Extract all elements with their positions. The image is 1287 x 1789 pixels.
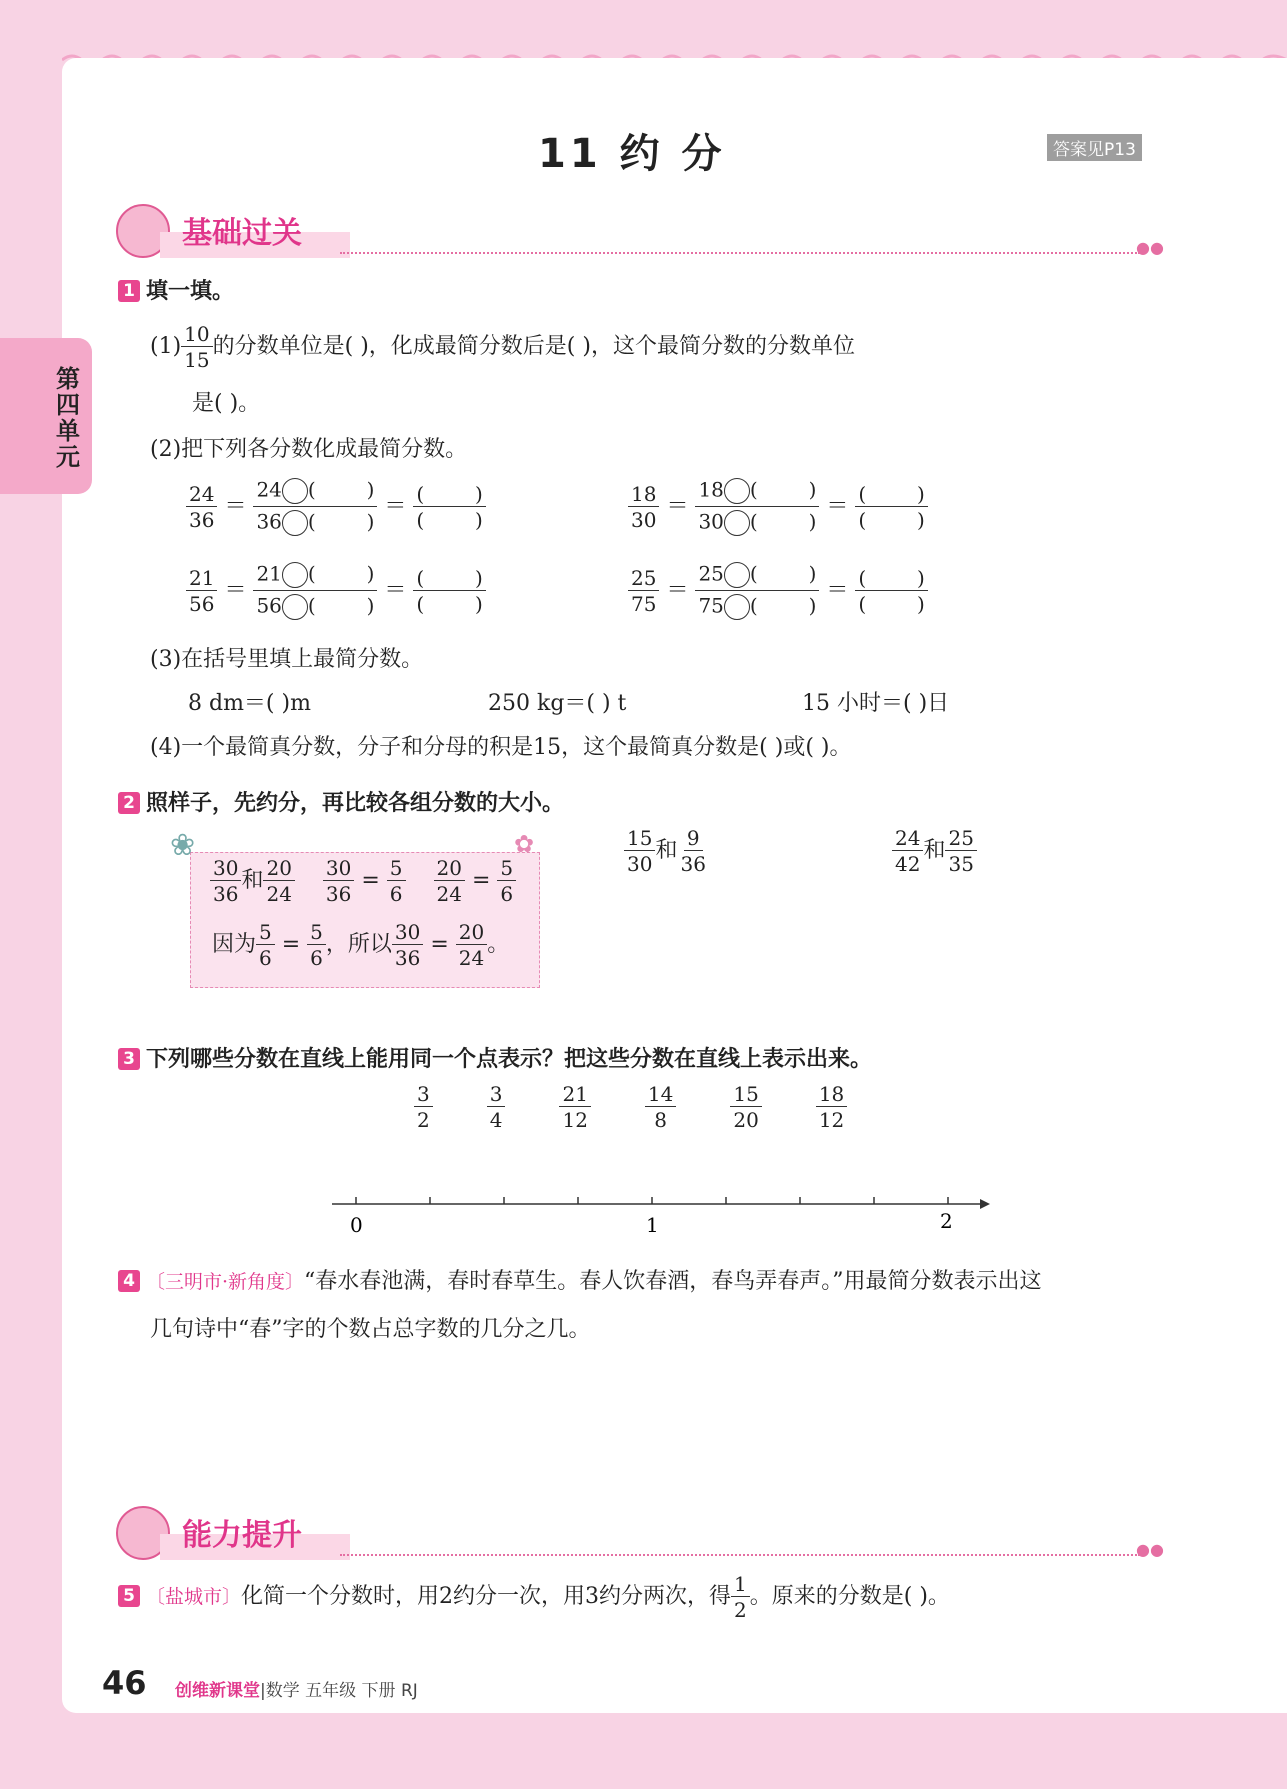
fraction [210, 858, 241, 904]
denominator: 6 [500, 882, 514, 906]
numerator: 24 [256, 477, 282, 502]
flower-icon: ❀ [170, 828, 196, 863]
book-info: |数学 五年级 下册 RJ [260, 1681, 418, 1701]
denominator: 6 [259, 946, 272, 970]
q1-part3: (3)在括号里填上最简分数。 [150, 647, 424, 672]
question-text: 照样子，先约分，再比较各组分数的大小。 [146, 791, 565, 816]
numerator: 21 [559, 1084, 590, 1107]
unit-tab-label: 第四单元 [56, 365, 80, 471]
section-title-advanced: 能力提升 [182, 1518, 302, 1553]
compare-pair [892, 828, 977, 874]
fraction-blank: $\frac{24 ( )}{36 ( )}$ [253, 478, 377, 536]
numerator: 18 [628, 484, 659, 507]
section-title-basic: 基础过关 [182, 216, 302, 251]
page-title: 11 约 分 [538, 131, 726, 177]
operator-circle[interactable] [724, 478, 750, 504]
denominator: 30 [627, 852, 653, 876]
question-text: 化简一个分数时，用2约分一次，用3约分两次，得 [241, 1584, 732, 1609]
denominator: 75 [698, 593, 724, 618]
simplify-row: $\frac{21}{56}$ ＝ $\frac{21 ( )}{56 ( )}$ ＝ $\frac{( )}{( )}$ [186, 562, 486, 620]
fraction [892, 828, 923, 874]
answer-blank[interactable]: $\frac{( )}{( )}$ [413, 484, 485, 530]
denominator: 24 [436, 882, 462, 906]
unit-conversion-item[interactable]: 8 dm＝( )m [188, 691, 311, 716]
fraction [307, 922, 326, 968]
denominator: 36 [189, 508, 215, 532]
section-divider [340, 252, 1140, 254]
and-word: 和 [655, 838, 678, 863]
unit-conversion-item[interactable]: 250 kg＝( ) t [488, 691, 627, 716]
numerator: 5 [387, 858, 406, 881]
and-word: 和 [923, 838, 946, 863]
fraction-blank: $\frac{18 ( )}{30 ( )}$ [695, 478, 819, 536]
question-number: 2 [118, 792, 140, 814]
denominator: 36 [213, 882, 239, 906]
numerator: 3 [487, 1084, 506, 1107]
compare-pair [624, 828, 709, 874]
fraction [256, 922, 275, 968]
number-line[interactable] [330, 1192, 990, 1242]
and-word: 和 [241, 868, 264, 893]
question-number: 3 [118, 1048, 140, 1070]
dots-icon: ●● [1136, 238, 1164, 257]
unit-tab [0, 338, 92, 494]
fraction-list [414, 1084, 847, 1130]
fraction [497, 858, 516, 904]
denominator: 56 [189, 592, 215, 616]
denominator: 20 [733, 1108, 759, 1132]
operator-circle[interactable] [282, 510, 308, 536]
q1-part2: (2)把下列各分数化成最简分数。 [150, 437, 468, 462]
denominator: 2 [417, 1108, 430, 1132]
numerator: 20 [434, 858, 465, 881]
question-text: 填一填。 [146, 279, 235, 304]
therefore-word: ，所以 [325, 932, 392, 957]
denominator: 6 [389, 882, 403, 906]
numerator: 9 [684, 828, 703, 851]
example-line-2: 因为 $\frac{5}{6}$ = $\frac{5}{6}$ ，所以 $\frac{30}{36}$ = $\frac{20}{24}$ 。 [212, 920, 510, 970]
fraction [731, 1574, 750, 1620]
answer-reference: 答案见P13 [1047, 134, 1142, 161]
denominator: 30 [631, 508, 657, 532]
denominator: 24 [458, 946, 485, 970]
denominator: 8 [654, 1108, 668, 1132]
fraction [559, 1084, 590, 1130]
denominator: 30 [698, 509, 724, 534]
fraction [414, 1084, 433, 1130]
fraction [677, 828, 708, 874]
period: 。 [487, 932, 510, 957]
fraction-blank: $\frac{25 ( )}{75 ( )}$ [695, 562, 819, 620]
operator-circle[interactable] [282, 594, 308, 620]
operator-circle[interactable] [724, 510, 750, 536]
numerator: 30 [392, 922, 423, 945]
part-prefix: (1) [150, 334, 182, 359]
denominator: 24 [266, 882, 292, 906]
answer-blank[interactable]: $\frac{( )}{( )}$ [413, 568, 485, 614]
source-tag: 〔三明市·新角度〕 [146, 1271, 305, 1293]
question-number: 1 [118, 280, 140, 302]
fraction [392, 922, 423, 968]
fraction [487, 1084, 506, 1130]
numerator: 1 [731, 1574, 750, 1597]
numerator: 25 [698, 561, 724, 586]
operator-circle[interactable] [724, 594, 750, 620]
numerator: 24 [892, 828, 923, 851]
denominator: 6 [310, 946, 323, 970]
brand-name: 创维新课堂 [175, 1681, 260, 1701]
denominator: 4 [489, 1108, 503, 1132]
fraction [186, 568, 217, 614]
denominator: 36 [680, 852, 706, 876]
q1-part1-cont: 是( )。 [192, 391, 261, 416]
fraction [456, 922, 487, 968]
question-1-heading [118, 274, 234, 305]
numerator: 18 [698, 477, 724, 502]
fraction [323, 858, 354, 904]
question-text: “春水春池满，春时春草生。春人饮春酒，春鸟弄春声。”用最简分数表示出这 [304, 1269, 1042, 1294]
numerator: 10 [181, 324, 212, 347]
fraction [730, 1084, 761, 1130]
fraction [387, 858, 406, 904]
fraction [186, 484, 217, 530]
denominator: 12 [818, 1108, 845, 1132]
fraction [816, 1084, 847, 1130]
fraction [263, 858, 294, 904]
fraction [645, 1084, 676, 1130]
simplify-row: $\frac{24}{36}$ ＝ $\frac{24 ( )}{36 ( )}$ ＝ $\frac{( )}{( )}$ [186, 478, 486, 536]
numerator: 20 [263, 858, 294, 881]
section-divider [340, 1554, 1140, 1556]
unit-conversion-item[interactable]: 15 小时＝( )日 [802, 691, 950, 716]
numerator: 21 [186, 568, 217, 591]
axis-label-0: 0 [350, 1213, 363, 1237]
denominator: 75 [631, 592, 657, 616]
footer-info [175, 1676, 418, 1701]
numerator: 24 [186, 484, 217, 507]
numerator: 15 [730, 1084, 761, 1107]
axis-label-1: 1 [646, 1213, 659, 1237]
question-2-heading [118, 786, 564, 817]
numerator: 18 [816, 1084, 847, 1107]
fraction [434, 858, 465, 904]
simplify-row: $\frac{25}{75}$ ＝ $\frac{25 ( )}{75 ( )}$ ＝ $\frac{( )}{( )}$ [628, 562, 928, 620]
numerator: 30 [210, 858, 241, 881]
denominator: 36 [394, 946, 421, 970]
numerator: 21 [256, 561, 282, 586]
numerator: 5 [307, 922, 326, 945]
question-text-end: 。原来的分数是( )。 [749, 1584, 950, 1609]
operator-circle[interactable] [282, 562, 308, 588]
denominator: 2 [734, 1598, 747, 1622]
fraction [181, 324, 212, 370]
denominator: 42 [895, 852, 921, 876]
source-tag: 〔盐城市〕 [146, 1586, 242, 1608]
numerator: 3 [414, 1084, 433, 1107]
numerator: 25 [628, 568, 659, 591]
denominator: 36 [325, 882, 352, 906]
flower-icon: ✿ [514, 830, 535, 858]
denominator: 36 [256, 509, 282, 534]
page-number: 46 [102, 1664, 147, 1702]
question-number: 5 [118, 1585, 140, 1607]
numerator: 25 [945, 828, 976, 851]
question-4-cont: 几句诗中“春”字的个数占总字数的几分之几。 [150, 1317, 591, 1342]
numerator: 15 [624, 828, 655, 851]
fraction [945, 828, 976, 874]
question-4 [118, 1264, 1042, 1295]
fraction [624, 828, 655, 874]
denominator: 35 [948, 852, 974, 876]
numerator: 30 [323, 858, 354, 881]
example-line-1: $\frac{30}{36}$ 和 $\frac{20}{24}$ $\frac{30}{36}$ = $\frac{5}{6}$ $\frac{20}{24}$ = $\frac{5}{6}$ [210, 858, 516, 904]
fraction [628, 484, 659, 530]
axis-label-2: 2 [940, 1209, 953, 1233]
dots-icon: ●● [1136, 1540, 1164, 1559]
question-3-heading [118, 1042, 872, 1073]
q1-part1 [150, 324, 855, 370]
because-word: 因为 [212, 932, 257, 957]
fraction-blank: $\frac{21 ( )}{56 ( )}$ [253, 562, 377, 620]
operator-circle[interactable] [724, 562, 750, 588]
operator-circle[interactable] [282, 478, 308, 504]
question-5 [118, 1574, 950, 1620]
numerator: 14 [645, 1084, 676, 1107]
question-text: 下列哪些分数在直线上能用同一个点表示？把这些分数在直线上表示出来。 [146, 1047, 873, 1072]
part-text: 的分数单位是( )，化成最简分数后是( )，这个最简分数的分数单位 [212, 334, 855, 359]
question-number: 4 [118, 1270, 140, 1292]
answer-blank[interactable]: $\frac{( )}{( )}$ [855, 484, 927, 530]
simplify-row: $\frac{18}{30}$ ＝ $\frac{18 ( )}{30 ( )}$ ＝ $\frac{( )}{( )}$ [628, 478, 928, 536]
numerator: 5 [497, 858, 516, 881]
numerator: 20 [456, 922, 487, 945]
denominator: 15 [184, 348, 210, 372]
fraction [628, 568, 659, 614]
denominator: 56 [256, 593, 282, 618]
numerator: 5 [256, 922, 275, 945]
answer-blank[interactable]: $\frac{( )}{( )}$ [855, 568, 927, 614]
denominator: 12 [562, 1108, 588, 1132]
q1-part4: (4)一个最简真分数，分子和分母的积是15，这个最简真分数是( )或( )。 [150, 735, 852, 760]
